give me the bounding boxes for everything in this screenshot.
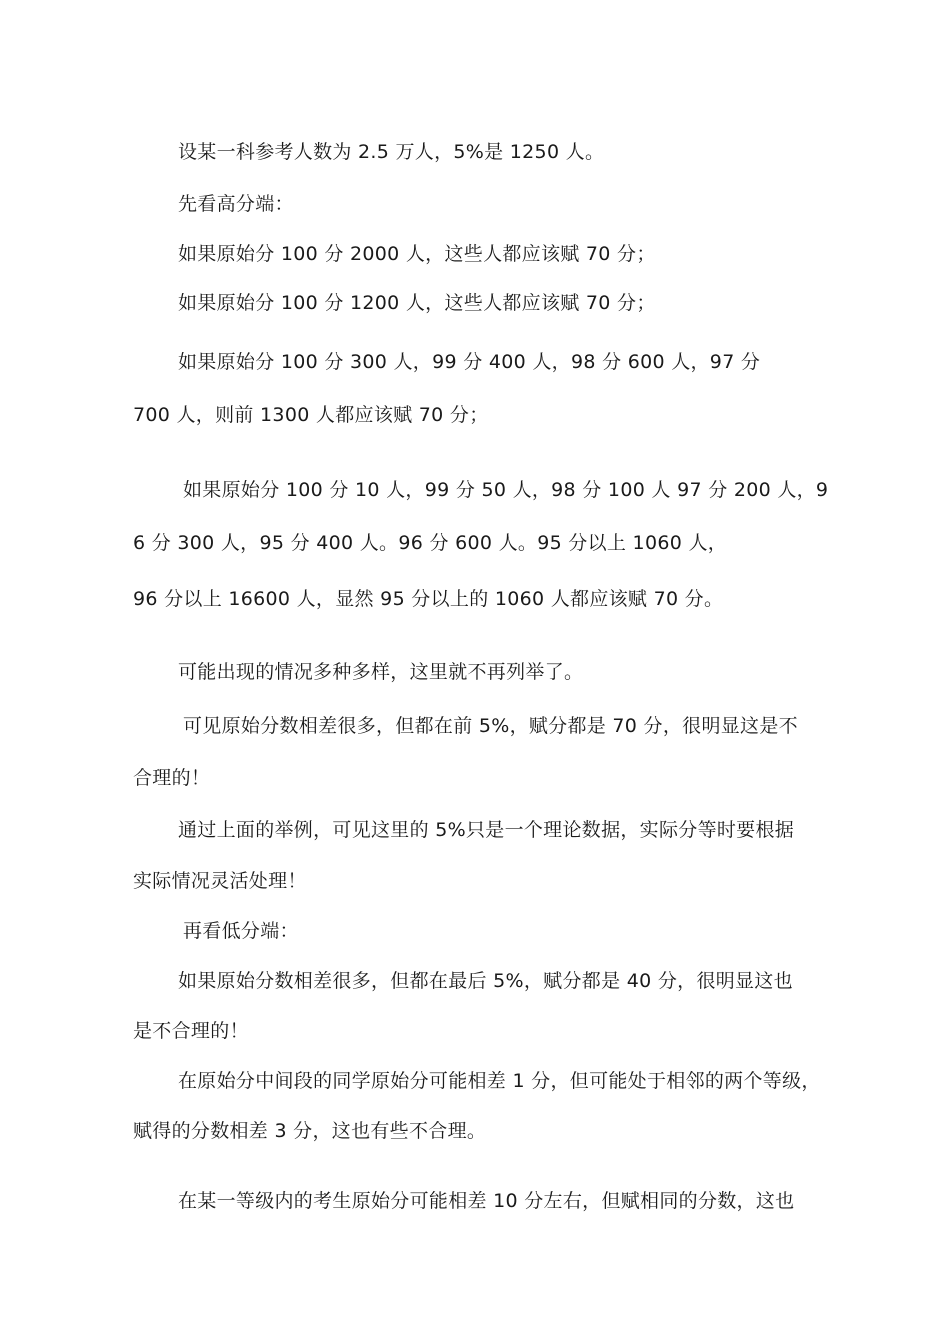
text-line: 在某一等级内的考生原始分可能相差 10 分左右，但赋相同的分数，这也	[178, 1190, 795, 1212]
text-line: 先看高分端：	[178, 193, 294, 215]
text-line: 在原始分中间段的同学原始分可能相差 1 分，但可能处于相邻的两个等级，	[178, 1070, 821, 1092]
text-line: 设某一科参考人数为 2.5 万人，5%是 1250 人。	[178, 141, 605, 163]
text-line: 实际情况灵活处理！	[133, 870, 307, 892]
text-line: 通过上面的举例，可见这里的 5%只是一个理论数据，实际分等时要根据	[178, 819, 795, 841]
text-line: 合理的！	[133, 767, 211, 789]
text-line: 可见原始分数相差很多，但都在前 5%，赋分都是 70 分，很明显这是不	[183, 715, 798, 737]
text-line: 如果原始分 100 分 300 人，99 分 400 人，98 分 600 人，97 分	[178, 351, 761, 373]
text-line: 是不合理的！	[133, 1020, 249, 1042]
text-line: 700 人，则前 1300 人都应该赋 70 分；	[133, 404, 489, 426]
text-line: 6 分 300 人，95 分 400 人。96 分 600 人。95 分以上 1060 人，	[133, 532, 728, 554]
text-line: 赋得的分数相差 3 分，这也有些不合理。	[133, 1120, 487, 1142]
text-line: 96 分以上 16600 人，显然 95 分以上的 1060 人都应该赋 70 分。	[133, 588, 724, 610]
text-line: 如果原始分 100 分 1200 人，这些人都应该赋 70 分；	[178, 292, 656, 314]
text-line: 再看低分端：	[183, 920, 299, 942]
text-line: 如果原始分数相差很多，但都在最后 5%，赋分都是 40 分，很明显这也	[178, 970, 793, 992]
text-line: 可能出现的情况多种多样，这里就不再列举了。	[178, 661, 584, 683]
text-line: 如果原始分 100 分 10 人，99 分 50 人，98 分 100 人 97 分 200 人，9	[183, 479, 829, 501]
text-line: 如果原始分 100 分 2000 人，这些人都应该赋 70 分；	[178, 243, 656, 265]
